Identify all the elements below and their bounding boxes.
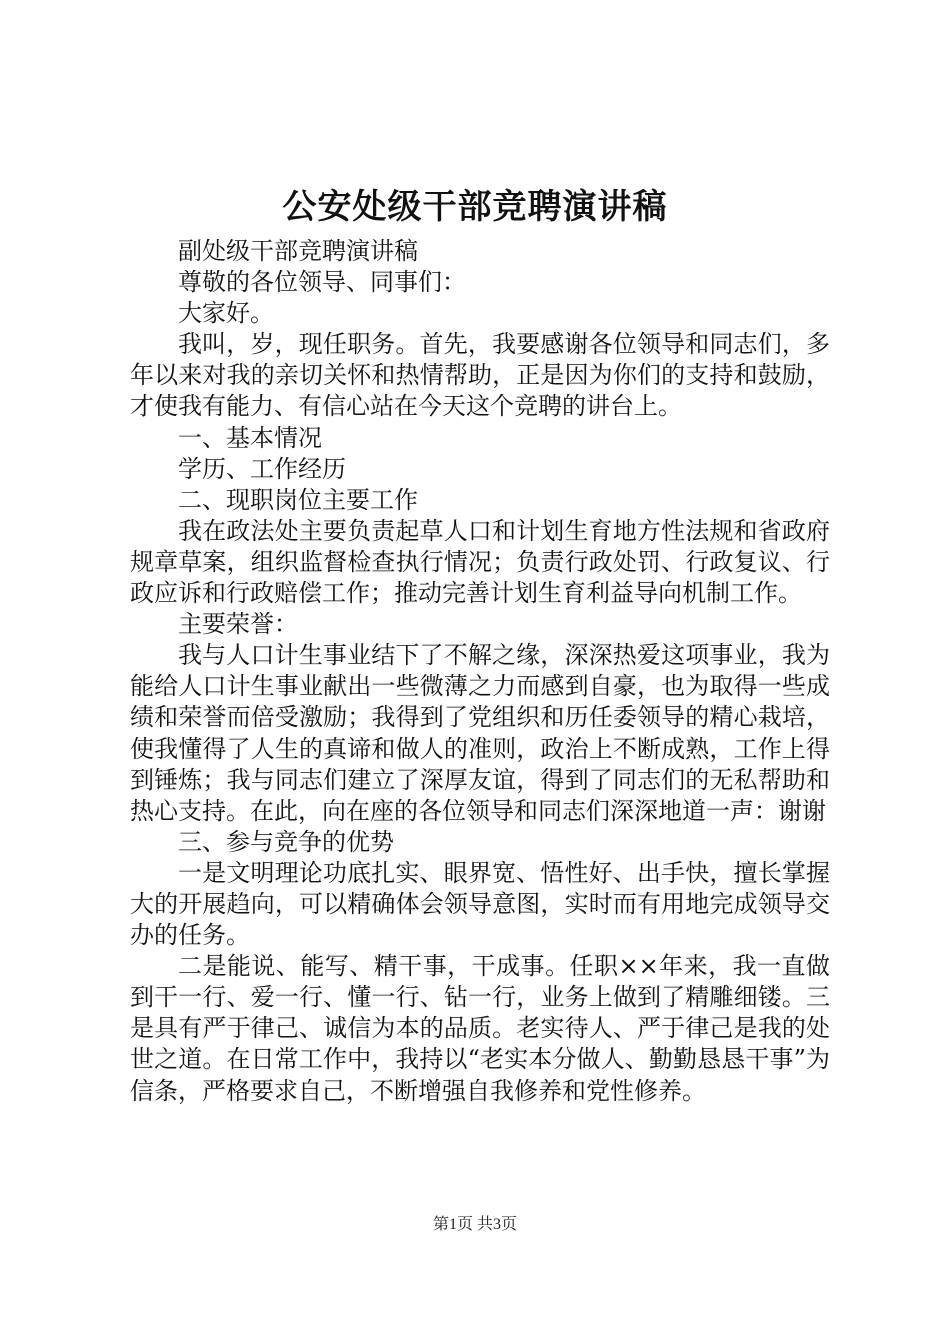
- page-footer: 第1页 共3页: [432, 1216, 517, 1233]
- section-heading-basic-info: 一、基本情况: [178, 423, 322, 452]
- document-body: [130, 236, 830, 1107]
- current-work-paragraph: 我在政法处主要负责起草人口和计划生育地方性法规和省政府规章草案，组织监督检查执行情况；负责行政处罚、行政复议、行政应诉和行政赔偿工作；推动完善计划生育利益导向机制工作。: [130, 516, 830, 608]
- education-paragraph: 学历、工作经历: [178, 454, 346, 483]
- intro-paragraph: 我叫，岁，现任职务。首先，我要感谢各位领导和同志们，多年以来对我的亲切关怀和热情帮助，正是因为你们的支持和鼓励，才使我有能力、有信心站在今天这个竞聘的讲台上。: [130, 330, 830, 421]
- advantage-one-paragraph: 一是文明理论功底扎实、眼界宽、悟性好、出手快，擅长掌握大的开展趋向，可以精确体会领导意图，实时而有用地完成领导交办的任务。: [130, 858, 830, 950]
- greeting-paragraph: 大家好。: [178, 299, 274, 328]
- section-heading-advantages: 三、参与竞争的优势: [178, 827, 394, 856]
- section-heading-current-work: 二、现职岗位主要工作: [178, 485, 418, 514]
- advantage-two-paragraph: 二是能说、能写、精干事，干成事。任职××年来，我一直做到干一行、爱一行、懂一行、钻一行，业务上做到了精雕细镂。三是具有严于律己、诚信为本的品质。老实待人、严于律己是我的处世之道。在日常工作中，我持以“老实本分做人、勤勤恳恳干事”为信条，严格要求自己，不断增强自我修养和党性修养。: [130, 952, 830, 1105]
- salutation-paragraph: 尊敬的各位领导、同事们：: [178, 268, 466, 297]
- subtitle-paragraph: 副处级干部竞聘演讲稿: [178, 237, 418, 265]
- honors-heading: 主要荣誉：: [178, 610, 298, 639]
- honors-paragraph: 我与人口计生事业结下了不解之缘，深深热爱这项事业，我为能给人口计生事业献出一些微薄之力而感到自豪，也为取得一些成绩和荣誉而倍受激励；我得到了党组织和历任委领导的精心栽培，使我懂得了人生的真谛和做人的准则，政治上不断成熟，工作上得到锤炼；我与同志们建立了深厚友谊，得到了同志们的无私帮助和热心支持。在此，向在座的各位领导和同志们深深地道一声：谢谢: [130, 641, 830, 825]
- page-title: 公安处级干部竞聘演讲稿: [282, 187, 668, 227]
